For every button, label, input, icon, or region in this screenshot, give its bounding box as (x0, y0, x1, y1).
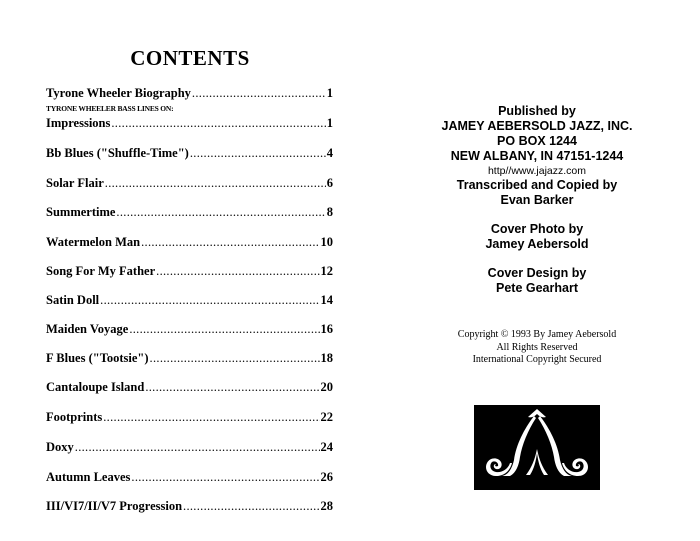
toc-entry (46, 499, 333, 514)
leader-dots (105, 176, 326, 191)
toc-entry-title: Song For My Father (46, 264, 156, 278)
toc-entry-title: Autumn Leaves (46, 470, 131, 484)
toc-entry-title: Tyrone Wheeler Biography (46, 86, 191, 100)
leader-dots (150, 351, 320, 366)
publisher-name: JAMEY AEBERSOLD JAZZ, INC. (441, 119, 633, 133)
toc-entry-title: F Blues ("Tootsie") (46, 351, 149, 365)
toc-entry-page: 1 (326, 116, 333, 130)
toc-entry-title: Bb Blues ("Shuffle-Time") (46, 146, 189, 160)
rights-line: All Rights Reserved (496, 341, 578, 353)
toc-entry-page: 18 (320, 351, 333, 365)
toc-entry (46, 116, 333, 131)
leader-dots (156, 264, 319, 279)
leader-dots (145, 380, 319, 395)
toc-entry (46, 176, 333, 191)
publisher-city: NEW ALBANY, IN 47151-1244 (450, 149, 624, 163)
toc-entry (46, 205, 333, 220)
toc-entry (46, 470, 333, 485)
designer-name: Pete Gearhart (496, 281, 578, 295)
contents-heading: CONTENTS (130, 46, 250, 70)
copyright-line: Copyright © 1993 By Jamey Aebersold (457, 329, 617, 340)
toc-entry-title: Watermelon Man (46, 235, 141, 249)
toc-entry-title: Summertime (46, 205, 116, 219)
published-by-label: Published by (498, 104, 576, 118)
toc-entry (46, 351, 333, 366)
toc-entry-page: 1 (326, 86, 333, 100)
copyright-notice (420, 329, 654, 367)
publisher-block (410, 104, 664, 208)
leader-dots (116, 205, 325, 220)
leader-dots (129, 322, 319, 337)
toc-entry-page: 22 (320, 410, 333, 424)
cover-photo-credit (410, 222, 664, 252)
toc-entry-title: Doxy (46, 440, 74, 454)
toc-entry (46, 86, 333, 101)
leader-dots (141, 235, 319, 250)
toc-entry-title: Cantaloupe Island (46, 380, 145, 394)
leader-dots (75, 440, 320, 455)
publisher-po-box: PO BOX 1244 (497, 134, 577, 148)
toc-entry-page: 10 (320, 235, 333, 249)
toc-subheading: TYRONE WHEELER BASS LINES ON: (46, 104, 174, 113)
publisher-url: http//www.jajazz.com (487, 165, 587, 177)
toc-entry-title: Satin Doll (46, 293, 100, 307)
toc-entry-title: Solar Flair (46, 176, 104, 190)
toc-entry-title: III/VI7/II/V7 Progression (46, 499, 183, 513)
leader-dots (192, 86, 326, 101)
toc-entry-page: 14 (320, 293, 333, 307)
toc-entry (46, 322, 333, 337)
cover-design-label: Cover Design by (487, 266, 587, 280)
leader-dots (183, 499, 319, 514)
aebersold-logo-icon (474, 405, 600, 490)
leader-dots (103, 410, 319, 425)
toc-entry (46, 146, 333, 161)
toc-entry-page: 16 (320, 322, 333, 336)
cover-design-credit (410, 266, 664, 296)
toc-entry-page: 8 (326, 205, 333, 219)
toc-entry-title: Impressions (46, 116, 111, 130)
publisher-logo (474, 405, 600, 490)
leader-dots (190, 146, 326, 161)
toc-entry-title: Footprints (46, 410, 103, 424)
toc-entry-page: 6 (326, 176, 333, 190)
transcribed-by-label: Transcribed and Copied by (456, 178, 618, 192)
international-line: International Copyright Secured (472, 354, 602, 365)
toc-entry (46, 410, 333, 425)
leader-dots (100, 293, 319, 308)
transcriber-name: Evan Barker (500, 193, 574, 207)
cover-photo-label: Cover Photo by (490, 222, 584, 236)
toc-entry-page: 26 (320, 470, 333, 484)
toc-entry-page: 28 (320, 499, 333, 513)
toc-entry-title: Maiden Voyage (46, 322, 129, 336)
toc-entry (46, 440, 333, 455)
toc-entry (46, 380, 333, 395)
leader-dots (131, 470, 319, 485)
toc-entry (46, 235, 333, 250)
leader-dots (111, 116, 325, 131)
toc-entry-page: 12 (320, 264, 333, 278)
toc-entry-page: 24 (320, 440, 333, 454)
toc-entry (46, 293, 333, 308)
toc-entry-page: 20 (320, 380, 333, 394)
toc-entry (46, 264, 333, 279)
photographer-name: Jamey Aebersold (485, 237, 589, 251)
toc-entry-page: 4 (326, 146, 333, 160)
